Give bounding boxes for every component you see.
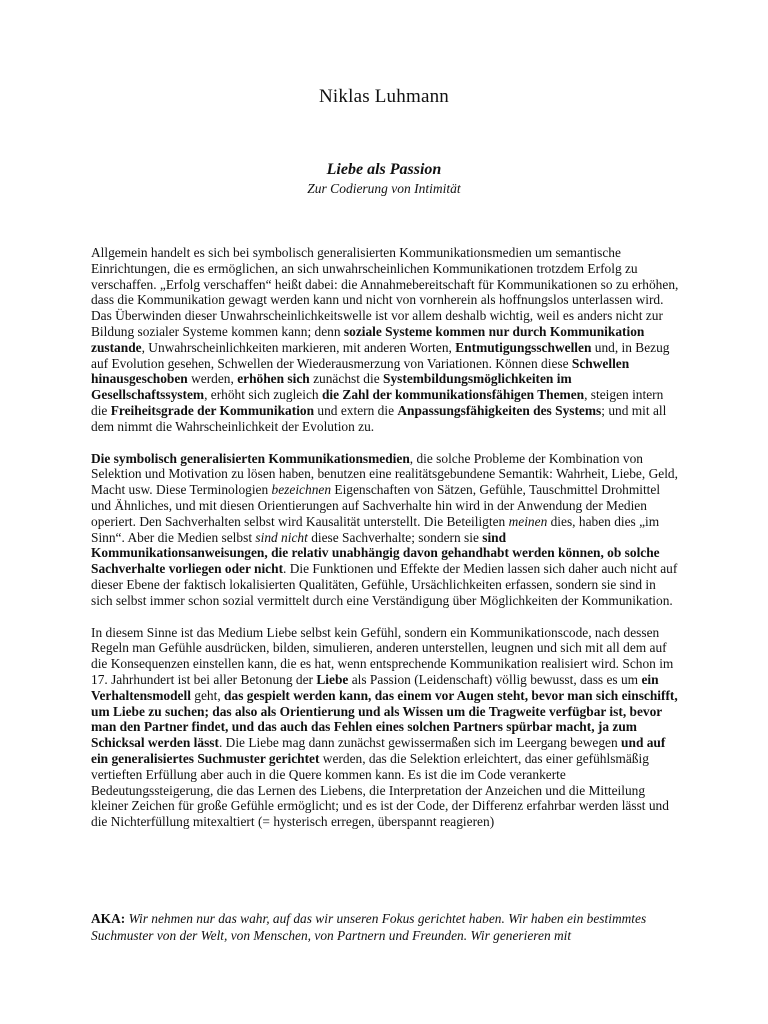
text-segment: Entmutigungsschwellen bbox=[455, 339, 592, 355]
aka-note bbox=[91, 911, 679, 944]
author-name: Niklas Luhmann bbox=[319, 86, 449, 107]
title-block bbox=[0, 160, 768, 197]
text-segment: werden, das die Selektion erleichtert, das einer gefühlsmäßig vertieften Erfüllung aber auch in die Quere kommen kann. Es ist die im Code verankerte Bedeutungssteigerung, die das Lernen des Liebens, die Interpretation der Anzeichen und die Mitteilung kleiner Zeichen für große Gefühle ermöglicht; und es ist der Code, der Differenz erfahrbar werden lässt und die Nichterfüllung mitexaltiert (= hysterisch erregen, überspannt reagieren) bbox=[91, 750, 669, 830]
text-segment: das gespielt werden kann, das einem vor Augen steht, bevor man sich einschifft, um Liebe zu suchen; das also als Orientierung und als Wissen um die Tragweite verfügbar ist, bevor man den Partner findet, und das auch das Fehlen eines solchen Partners spürbar macht, ja zum Schicksal werden lässt bbox=[91, 687, 678, 751]
text-segment: Allgemein handelt es sich bei symbolisch generalisierten Kommunikationsmedien um semantische Einrichtungen, die es ermöglichen, an sich unwahrscheinlichen Kommunikationen trotzdem Erfolg zu verschaffen. „Erfolg verschaffen“ heißt dabei: die Annahmebereitschaft für Kommunikationen so zu erhöhen, dass die Kommunikation gewagt werden kann und nicht von vornherein als hoffnungslos unterlassen wird. Das Überwinden dieser Unwahrscheinlichkeitswelle ist vor allem deshalb wichtig, weil es anders nicht zur Bildung sozialer Systeme kommen kann; denn bbox=[91, 245, 679, 339]
text-segment: und extern die bbox=[314, 402, 398, 418]
text-segment: dies, haben dies „im Sinn“. Aber die Medien selbst bbox=[91, 513, 660, 545]
aka-label: AKA: bbox=[91, 911, 126, 926]
text-segment: erhöhen sich bbox=[237, 371, 310, 387]
text-segment: , die solche Probleme der Kombination von Selektion und Motivation zu lösen haben, benutzen eine realitätsgebundene Semantik: Wahrheit, Liebe, Geld, Macht usw. Diese Terminologien bbox=[91, 450, 678, 498]
text-segment: Schwellen hinausgeschoben bbox=[91, 355, 630, 387]
text-segment: Liebe bbox=[316, 671, 349, 687]
text-segment: ; und mit all dem nimmt die Wahrscheinlichkeit der Evolution zu. bbox=[91, 402, 667, 434]
paragraph-1 bbox=[91, 245, 679, 435]
text-segment: , steigen intern die bbox=[91, 387, 664, 418]
text-segment: sind Kommunikationsanweisungen, die relativ unabhängig davon gehandhabt werden können, ob solche Sachverhalte vorliegen oder nicht bbox=[91, 529, 660, 577]
text-segment: . Die Funktionen und Effekte der Medien lassen sich daher auch nicht auf dieser Ebene der faktisch lokalisierten Qualitäten, Gefühle, Ursächlichkeiten erfassen, sondern sie sind in sich selbst immer schon sozial vermittelt durch eine Verständigung über Möglichkeiten der Kommunikation. bbox=[91, 561, 678, 608]
text-segment: soziale Systeme kommen nur durch Kommunikation zustande bbox=[91, 323, 645, 355]
text-segment: und auf ein generalisiertes Suchmuster gerichtet bbox=[91, 735, 666, 766]
text-segment: zunächst die bbox=[309, 371, 383, 387]
text-segment: bezeichnen bbox=[271, 482, 332, 498]
text-segment: sind nicht bbox=[255, 529, 308, 545]
text-segment: als Passion (Leidenschaft) völlig bewusst, dass es um bbox=[348, 671, 642, 687]
text-segment: Freiheitsgrade der Kommunikation bbox=[110, 402, 315, 418]
text-segment: werden, bbox=[187, 371, 238, 387]
book-title: Liebe als Passion bbox=[326, 161, 442, 178]
text-segment: meinen bbox=[508, 513, 548, 529]
text-segment: und, in Bezug auf Evolution gesehen, Schwellen der Wiederausmerzung von Variationen. Können diese bbox=[91, 339, 670, 371]
text-segment: Anpassungsfähigkeiten des Systems bbox=[397, 402, 602, 418]
text-segment: Eigenschaften von Sätzen, Gefühle, Tauschmittel Drohmittel und Ähnliches, und mit diesen Orientierungen auf Sachverhalte hin wird in der Anwendung der Medien operiert. Den Sachverhalten selbst wird Kausalität unterstellt. Die Beteiligten bbox=[91, 482, 661, 529]
body-text bbox=[91, 245, 679, 846]
text-segment: die Zahl der kommunikationsfähigen Themen bbox=[321, 387, 585, 403]
paragraph-2 bbox=[91, 451, 679, 609]
text-segment: diese Sachverhalte; sondern sie bbox=[307, 529, 483, 545]
text-segment: . Die Liebe mag dann zunächst gewissermaßen sich im Leergang bewegen bbox=[218, 735, 622, 751]
aka-text: Wir nehmen nur das wahr, auf das wir unseren Fokus gerichtet haben. Wir haben ein bestimmtes Suchmuster von der Welt, von Menschen, von Partnern und Freunden. Wir generieren mit bbox=[91, 911, 647, 943]
text-segment: In diesem Sinne ist das Medium Liebe selbst kein Gefühl, sondern ein Kommunikationscode, nach dessen Regeln man Gefühle ausdrücken, bilden, simulieren, anderen unterstellen, leugnen und sich mit all dem auf die Konsequenzen einstellen kann, die es hat, wenn entsprechende Kommunikation realisiert wird. Schon im 17. Jahrhundert ist bei aller Betonung der bbox=[91, 624, 674, 687]
paragraph-3 bbox=[91, 625, 679, 830]
text-segment: ein Verhaltensmodell bbox=[91, 671, 659, 703]
text-segment: geht, bbox=[190, 687, 225, 703]
text-segment: , erhöht sich zugleich bbox=[204, 387, 322, 403]
text-segment: Die symbolisch generalisierten Kommunikationsmedien bbox=[91, 450, 410, 466]
text-segment: , Unwahrscheinlichkeiten markieren, mit anderen Worten, bbox=[141, 339, 456, 355]
book-subtitle: Zur Codierung von Intimität bbox=[307, 181, 461, 196]
text-segment: Systembildungsmöglichkeiten im Gesellschaftssystem bbox=[91, 371, 572, 403]
